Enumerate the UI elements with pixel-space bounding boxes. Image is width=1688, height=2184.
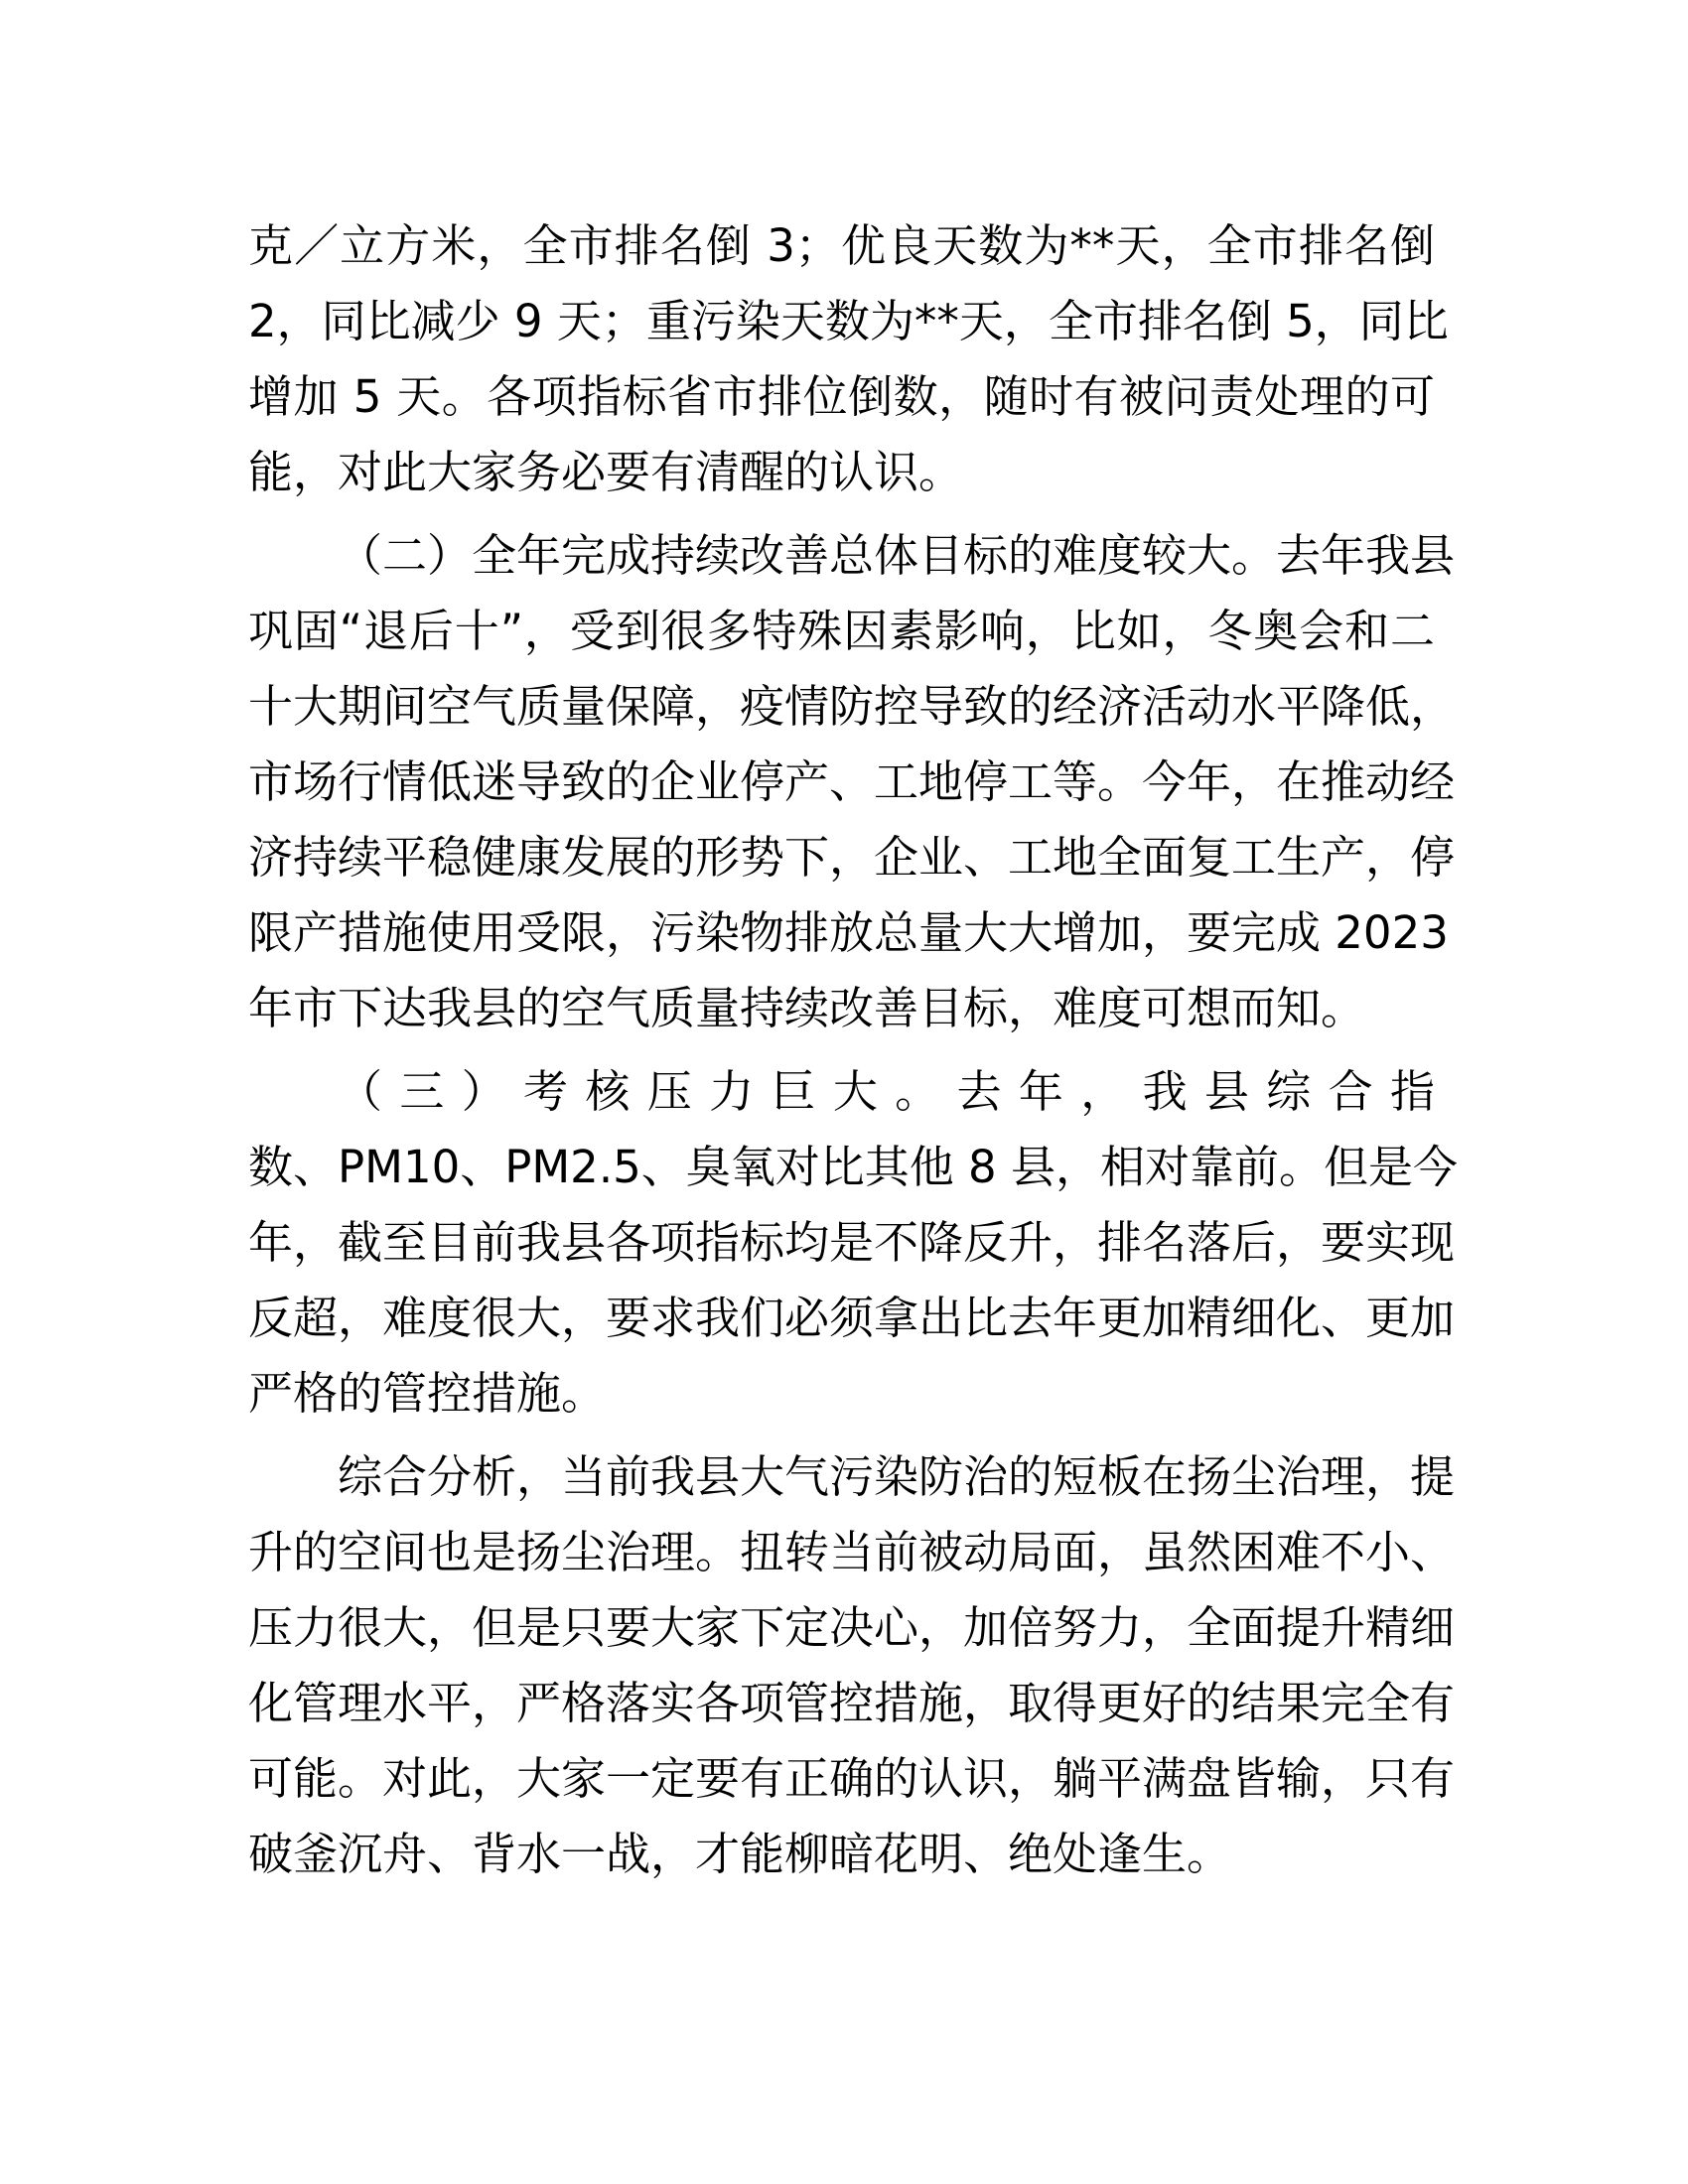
text-line: 市场行情低迷导致的企业停产、工地停工等。今年，在推动经 bbox=[248, 755, 1456, 808]
text-line: 能，对此大家务必要有清醒的认识。 bbox=[248, 446, 964, 498]
text-line: 数、PM10、PM2.5、臭氧对比其他 8 县，相对靠前。但是今 bbox=[248, 1141, 1458, 1193]
text-line: 化管理水平，严格落实各项管控措施，取得更好的结果完全有 bbox=[248, 1677, 1456, 1729]
paragraph bbox=[248, 1054, 1458, 1432]
text-line: 年市下达我县的空气质量持续改善目标，难度可想而知。 bbox=[248, 982, 1366, 1034]
text-line: 增加 5 天。各项指标省市排位倒数，随时有被问责处理的可 bbox=[248, 370, 1435, 423]
text-line: 严格的管控措施。 bbox=[248, 1367, 607, 1420]
paragraph bbox=[248, 1439, 1456, 1892]
text-line: （二）全年完成持续改善总体目标的难度较大。去年我县 bbox=[338, 529, 1456, 582]
text-line: （三）考核压力巨大。去年，我县综合指 bbox=[338, 1065, 1435, 1118]
text-line: 2，同比减少 9 天；重污染天数为**天，全市排名倒 5，同比 bbox=[248, 295, 1449, 347]
text-line: 压力很大，但是只要大家下定决心，加倍努力，全面提升精细 bbox=[248, 1601, 1456, 1654]
text-line: 年，截至目前我县各项指标均是不降反升，排名落后，要实现 bbox=[248, 1216, 1456, 1269]
text-line: 升的空间也是扬尘治理。扭转当前被动局面，虽然困难不小、 bbox=[248, 1526, 1456, 1578]
text-line: 巩固“退后十”，受到很多特殊因素影响，比如，冬奥会和二 bbox=[248, 605, 1435, 657]
text-line: 十大期间空气质量保障，疫情防控导致的经济活动水平降低， bbox=[248, 680, 1456, 733]
paragraph bbox=[248, 208, 1449, 510]
text-line: 限产措施使用受限，污染物排放总量大大增加，要完成 2023 bbox=[248, 906, 1449, 959]
text-line: 综合分析，当前我县大气污染防治的短板在扬尘治理，提 bbox=[338, 1450, 1456, 1503]
document-body bbox=[248, 208, 1458, 1892]
text-line: 济持续平稳健康发展的形势下，企业、工地全面复工生产，停 bbox=[248, 831, 1456, 884]
text-line: 克／立方米，全市排名倒 3；优良天数为**天，全市排名倒 bbox=[248, 219, 1435, 272]
text-line: 反超，难度很大，要求我们必须拿出比去年更加精细化、更加 bbox=[248, 1292, 1456, 1344]
paragraph bbox=[248, 518, 1456, 1046]
text-line: 可能。对此，大家一定要有正确的认识，躺平满盘皆输，只有 bbox=[248, 1752, 1456, 1805]
text-line: 破釜沉舟、背水一战，才能柳暗花明、绝处逢生。 bbox=[248, 1828, 1232, 1880]
